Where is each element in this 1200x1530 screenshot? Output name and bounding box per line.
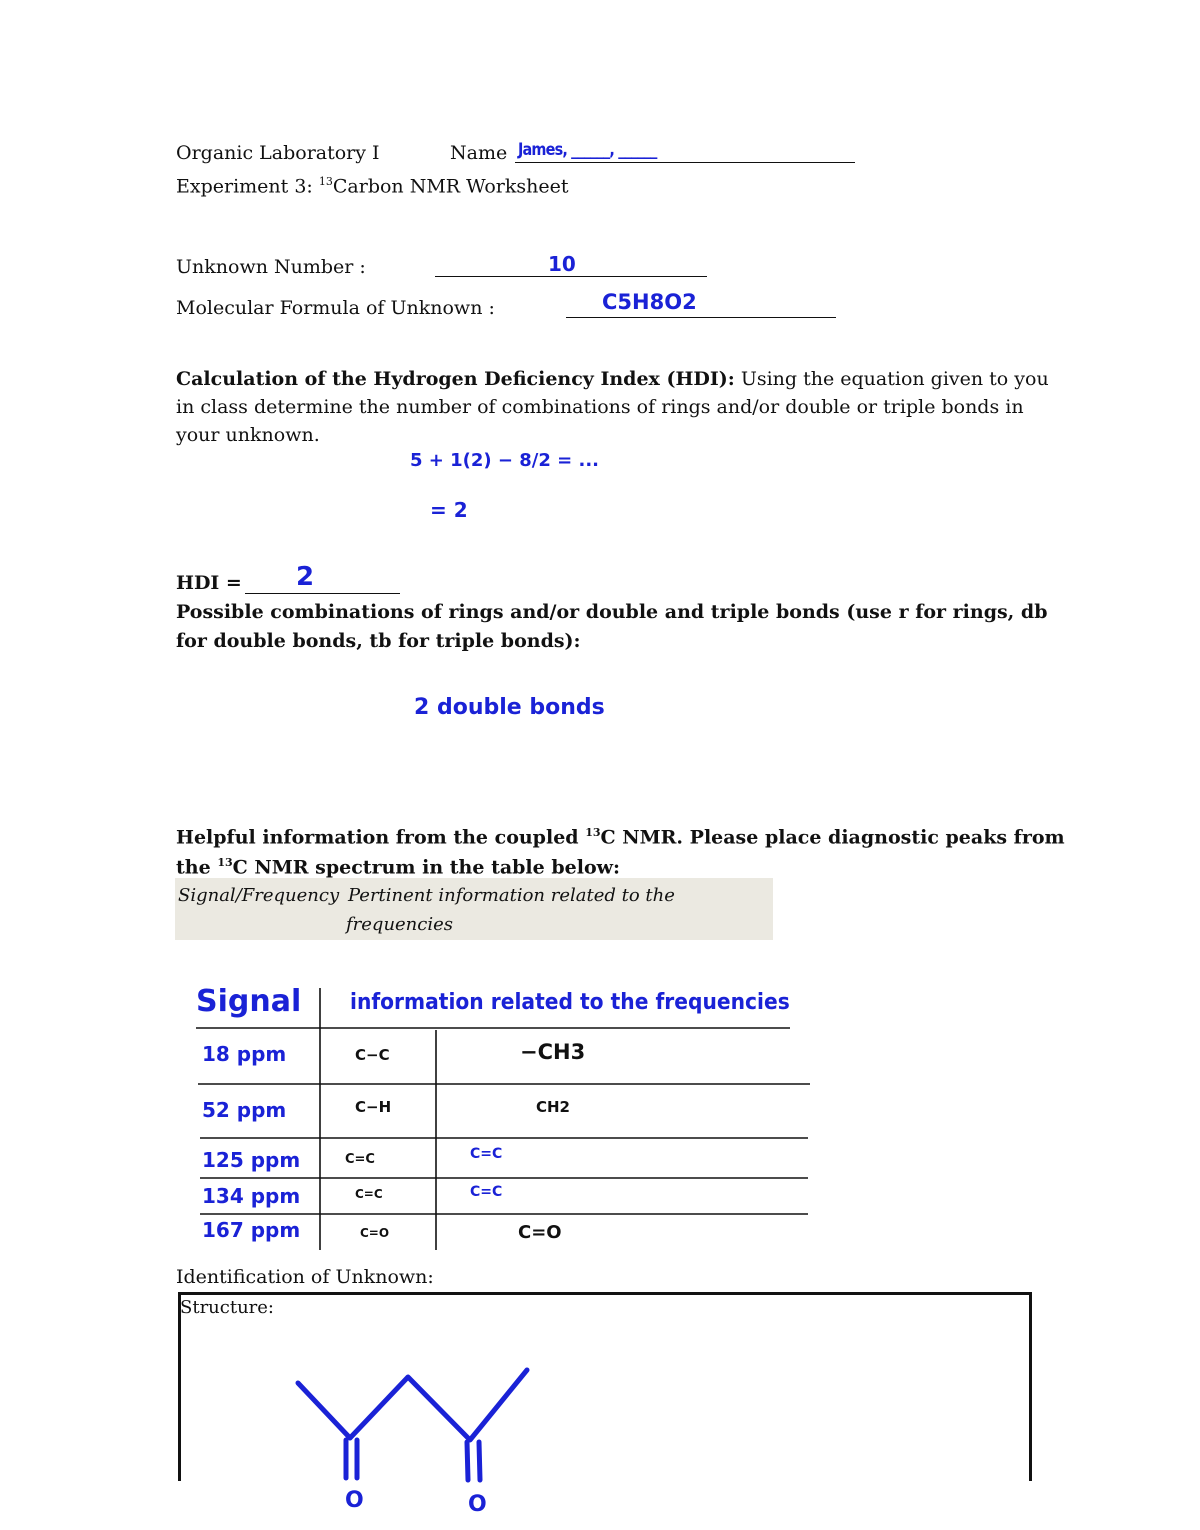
unknown-number-label: Unknown Number : <box>176 256 366 278</box>
hdi-paragraph-line1: Calculation of the Hydrogen Deficiency Index (HDI): Using the equation given to you <box>176 368 1049 390</box>
hw-row3-signal: 125 ppm <box>202 1148 301 1172</box>
hw-row5-group: C=O <box>518 1222 562 1243</box>
hw-row3-group: C=C <box>470 1146 503 1162</box>
hw-row4-signal: 134 ppm <box>202 1184 301 1208</box>
formula-value: C5H8O2 <box>602 290 697 314</box>
oxygen-label-1: O <box>345 1488 364 1513</box>
hw-row3-bond: C=C <box>345 1152 375 1167</box>
hw-row5-signal: 167 ppm <box>202 1218 301 1242</box>
nmr-heading-line1: Helpful information from the coupled $^{13}$C NMR. Please place diagnostic peaks from <box>176 826 1065 849</box>
hw-row2-signal: 52 ppm <box>202 1098 287 1122</box>
hw-row4-bond: C=C <box>355 1187 383 1201</box>
name-label: Name <box>450 142 508 164</box>
hw-row5-bond: C=O <box>360 1226 390 1240</box>
unknown-number-value: 10 <box>548 252 576 276</box>
table-header-col2-line1: Pertinent information related to the <box>348 885 675 906</box>
combos-line1: Possible combinations of rings and/or double and triple bonds (use r for rings, db <box>176 601 1048 623</box>
hw-row1-signal: 18 ppm <box>202 1042 287 1066</box>
hw-row2-group: CH2 <box>536 1098 570 1116</box>
hdi-value: 2 <box>296 562 315 592</box>
hw-row1-bond: C−C <box>355 1046 390 1064</box>
hdi-label: HDI = <box>176 572 242 594</box>
hw-row4-group: C=C <box>470 1184 503 1200</box>
hdi-paragraph-line3: your unknown. <box>176 424 320 446</box>
formula-label: Molecular Formula of Unknown : <box>176 297 495 319</box>
table-header-col2-line2: frequencies <box>346 914 454 935</box>
structure-label: Structure: <box>180 1297 274 1318</box>
combos-answer: 2 double bonds <box>414 695 605 720</box>
course-title: Organic Laboratory I <box>176 142 380 164</box>
name-handwritten: James, ______, ______ <box>518 140 657 160</box>
oxygen-label-2: O <box>468 1492 487 1517</box>
nmr-heading-line2: the $^{13}$C NMR spectrum in the table below: <box>176 856 620 879</box>
hw-row2-bond: C−H <box>355 1098 392 1116</box>
experiment-title: Experiment 3: $^{13}$Carbon NMR Worksheet <box>176 175 569 198</box>
combos-line2: for double bonds, tb for triple bonds): <box>176 630 581 652</box>
table-header-col1: Signal/Frequency <box>178 885 340 906</box>
hdi-work-line2: = 2 <box>430 498 468 522</box>
hdi-paragraph-line2: in class determine the number of combinations of rings and/or double or triple bonds in <box>176 396 1024 418</box>
hw-header-signal: Signal <box>196 984 302 1019</box>
identification-label: Identification of Unknown: <box>176 1266 434 1288</box>
hw-row1-group: −CH3 <box>520 1040 586 1064</box>
hdi-work-line1: 5 + 1(2) − 8/2 = ... <box>410 450 600 471</box>
hw-header-info: information related to the frequencies <box>350 990 790 1015</box>
